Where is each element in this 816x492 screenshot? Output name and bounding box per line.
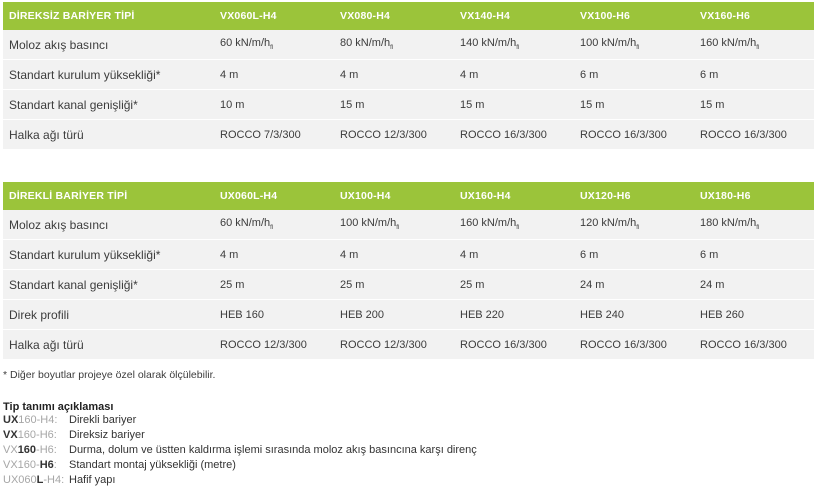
- column-header-model: VX080-H4: [334, 2, 454, 30]
- legend-item: [3, 414, 136, 429]
- legend-code-part: UX: [3, 414, 19, 426]
- cell-value: ROCCO 12/3/300: [220, 338, 307, 351]
- legend-code: [3, 444, 69, 456]
- legend-code-part: :: [53, 459, 57, 471]
- table-cell: [334, 270, 454, 300]
- column-header-type: DİREKSİZ BARİYER TİPİ: [3, 2, 214, 30]
- table-cell: [694, 240, 814, 270]
- cell-value: 25 m: [340, 278, 365, 291]
- table-cell: [334, 330, 454, 360]
- legend-description: Standart montaj yüksekliği (metre): [69, 459, 236, 471]
- table-cell: [214, 30, 334, 60]
- row-label: Direk profili: [3, 300, 214, 330]
- legend-code-part: L: [36, 474, 44, 486]
- cell-value: HEB 260: [700, 308, 745, 321]
- cell-value: 24 m: [580, 278, 605, 291]
- cell-value: 4 m: [340, 68, 359, 81]
- row-label: Moloz akış basıncı: [3, 30, 214, 60]
- table-cell: [694, 30, 814, 60]
- cell-value: HEB 200: [340, 308, 385, 321]
- table-cell: [574, 270, 694, 300]
- cell-value: 60 kN/m/h: [220, 217, 271, 230]
- row-label: Halka ağı türü: [3, 120, 214, 150]
- cell-value: 4 m: [220, 248, 239, 261]
- cell-value: 100 kN/m/h: [340, 217, 397, 230]
- row-label: Standart kanal genişliği*: [3, 90, 214, 120]
- table-cell: [214, 240, 334, 270]
- cell-value: 6 m: [700, 68, 719, 81]
- column-header-model: UX060L-H4: [214, 182, 334, 210]
- legend-description: Direkli bariyer: [69, 414, 137, 426]
- column-header-model: UX160-H4: [454, 182, 574, 210]
- legend-item: [3, 429, 145, 444]
- cell-value-subscript: fl: [516, 225, 520, 232]
- cell-value: ROCCO 16/3/300: [580, 128, 667, 141]
- table-cell: [454, 90, 574, 120]
- cell-value: ROCCO 16/3/300: [700, 128, 787, 141]
- barrier-spec-table-post: [3, 182, 814, 360]
- cell-value: ROCCO 16/3/300: [460, 338, 547, 351]
- legend-code: [3, 429, 69, 441]
- cell-value: 60 kN/m/h: [220, 37, 271, 50]
- table-cell: [334, 30, 454, 60]
- row-label: Standart kurulum yüksekliği*: [3, 60, 214, 90]
- cell-value: ROCCO 16/3/300: [700, 338, 787, 351]
- cell-value: 4 m: [460, 68, 479, 81]
- column-header-model: UX180-H6: [694, 182, 814, 210]
- table-cell: [214, 90, 334, 120]
- table-cell: [214, 60, 334, 90]
- table-cell: [334, 240, 454, 270]
- row-label: Standart kurulum yüksekliği*: [3, 240, 214, 270]
- legend-code-part: 160-H4:: [18, 414, 58, 426]
- table-cell: [334, 120, 454, 150]
- cell-value-subscript: fl: [270, 225, 274, 232]
- cell-value: ROCCO 7/3/300: [220, 128, 301, 141]
- table-row: [3, 90, 814, 120]
- cell-value-subscript: fl: [636, 45, 640, 52]
- table-cell: [214, 270, 334, 300]
- table-row: [3, 210, 814, 240]
- column-header-model: VX160-H6: [694, 2, 814, 30]
- table-row: [3, 300, 814, 330]
- row-label: Moloz akış basıncı: [3, 210, 214, 240]
- table-cell: [574, 90, 694, 120]
- column-header-model: UX120-H6: [574, 182, 694, 210]
- table-cell: [694, 330, 814, 360]
- cell-value: 160 kN/m/h: [460, 217, 517, 230]
- table-cell: [694, 120, 814, 150]
- table-cell: [454, 330, 574, 360]
- cell-value: 6 m: [580, 248, 599, 261]
- table-row: [3, 240, 814, 270]
- cell-value: 6 m: [580, 68, 599, 81]
- legend-code-part: VX: [3, 444, 18, 456]
- table-cell: [694, 300, 814, 330]
- legend-description: Hafif yapı: [69, 474, 116, 486]
- table-cell: [334, 60, 454, 90]
- table-cell: [574, 240, 694, 270]
- cell-value-subscript: fl: [270, 45, 274, 52]
- cell-value: 15 m: [580, 98, 605, 111]
- cell-value: ROCCO 16/3/300: [580, 338, 667, 351]
- table-cell: [574, 120, 694, 150]
- column-header-model: VX140-H4: [454, 2, 574, 30]
- table-cell: [574, 30, 694, 60]
- cell-value: 15 m: [460, 98, 485, 111]
- legend-code-part: VX: [3, 429, 18, 441]
- table-cell: [454, 210, 574, 240]
- table-cell: [214, 210, 334, 240]
- cell-value: 24 m: [700, 278, 725, 291]
- cell-value: 6 m: [700, 248, 719, 261]
- cell-value: 160 kN/m/h: [700, 37, 757, 50]
- table-cell: [454, 30, 574, 60]
- cell-value: HEB 240: [580, 308, 625, 321]
- cell-value-subscript: fl: [636, 225, 640, 232]
- table-cell: [574, 60, 694, 90]
- cell-value-subscript: fl: [390, 45, 394, 52]
- cell-value: 25 m: [460, 278, 485, 291]
- cell-value: HEB 220: [460, 308, 505, 321]
- table-cell: [694, 270, 814, 300]
- table-cell: [334, 300, 454, 330]
- cell-value: 15 m: [700, 98, 725, 111]
- table-cell: [454, 120, 574, 150]
- cell-value: 4 m: [220, 68, 239, 81]
- table-cell: [574, 210, 694, 240]
- cell-value-subscript: fl: [756, 45, 760, 52]
- table-cell: [214, 300, 334, 330]
- legend-code-part: 160-H6:: [17, 429, 57, 441]
- barrier-spec-table-postless: [3, 2, 814, 150]
- table-cell: [454, 270, 574, 300]
- legend-description: Direksiz bariyer: [69, 429, 145, 441]
- column-header-model: VX060L-H4: [214, 2, 334, 30]
- cell-value: 4 m: [340, 248, 359, 261]
- table-cell: [694, 60, 814, 90]
- legend-code: [3, 414, 69, 426]
- cell-value-subscript: fl: [516, 45, 520, 52]
- cell-value-subscript: fl: [756, 225, 760, 232]
- table-cell: [574, 330, 694, 360]
- table-cell: [454, 240, 574, 270]
- footnote: * Diğer boyutlar projeye özel olarak ölçülebilir.: [3, 369, 216, 381]
- column-header-type: DİREKLİ BARİYER TİPİ: [3, 182, 214, 210]
- cell-value: 180 kN/m/h: [700, 217, 757, 230]
- table-cell: [214, 330, 334, 360]
- table-row: [3, 120, 814, 150]
- legend-code: [3, 474, 69, 486]
- legend-code-part: -H4:: [43, 474, 65, 486]
- cell-value-subscript: fl: [396, 225, 400, 232]
- cell-value: 4 m: [460, 248, 479, 261]
- table-row: [3, 30, 814, 60]
- legend-item: [3, 459, 236, 474]
- table-cell: [454, 300, 574, 330]
- legend-description: Durma, dolum ve üstten kaldırma işlemi sırasında moloz akış basıncına karşı direnç: [69, 444, 477, 456]
- legend-item: [3, 444, 477, 459]
- cell-value: 25 m: [220, 278, 245, 291]
- table-cell: [334, 210, 454, 240]
- table-header-row: [3, 2, 814, 30]
- table-cell: [574, 300, 694, 330]
- table-row: [3, 60, 814, 90]
- table-cell: [694, 90, 814, 120]
- table-row: [3, 270, 814, 300]
- table-cell: [334, 90, 454, 120]
- legend-code-part: -H6:: [36, 444, 57, 456]
- cell-value: ROCCO 12/3/300: [340, 338, 427, 351]
- legend-item: [3, 474, 115, 489]
- legend-code-part: UX060: [3, 474, 37, 486]
- cell-value: 120 kN/m/h: [580, 217, 637, 230]
- cell-value: 100 kN/m/h: [580, 37, 637, 50]
- legend-code-part: 160: [17, 444, 37, 456]
- column-header-model: VX100-H6: [574, 2, 694, 30]
- table-cell: [694, 210, 814, 240]
- row-label: Halka ağı türü: [3, 330, 214, 360]
- cell-value: ROCCO 16/3/300: [460, 128, 547, 141]
- legend-code-part: VX160-: [3, 459, 40, 471]
- cell-value: 15 m: [340, 98, 365, 111]
- table-row: [3, 330, 814, 360]
- cell-value: 140 kN/m/h: [460, 37, 517, 50]
- legend-title: Tip tanımı açıklaması: [3, 401, 114, 413]
- cell-value: ROCCO 12/3/300: [340, 128, 427, 141]
- row-label: Standart kanal genişliği*: [3, 270, 214, 300]
- cell-value: 10 m: [220, 98, 245, 111]
- table-cell: [454, 60, 574, 90]
- legend-code: [3, 459, 69, 471]
- cell-value: HEB 160: [220, 308, 265, 321]
- table-cell: [214, 120, 334, 150]
- legend-code-part: H6: [39, 459, 54, 471]
- column-header-model: UX100-H4: [334, 182, 454, 210]
- cell-value: 80 kN/m/h: [340, 37, 391, 50]
- table-header-row: [3, 182, 814, 210]
